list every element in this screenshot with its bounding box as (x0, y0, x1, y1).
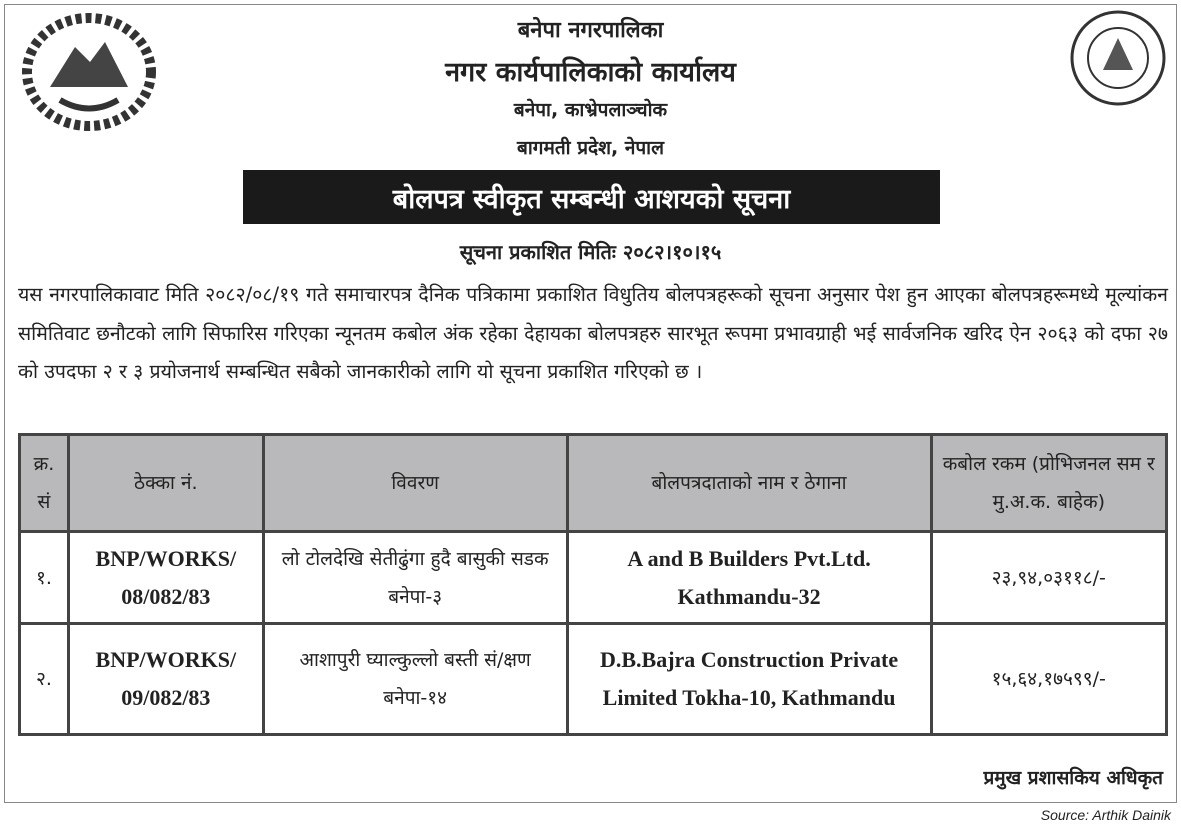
table-header-row (20, 435, 1167, 532)
col-header-bidder: बोलपत्रदाताको नाम र ठेगाना (567, 435, 931, 532)
office-name: नगर कार्यपालिकाको कार्यालय (445, 57, 736, 88)
cell-description: आशापुरी घ्याल्कुल्लो बस्ती सं/क्षण बनेपा-१४ (263, 624, 567, 735)
municipality-name: बनेपा नगरपालिका (517, 18, 664, 43)
province: बागमती प्रदेश, नेपाल (517, 137, 664, 159)
bid-table (18, 433, 1168, 736)
col-header-description: विवरण (263, 435, 567, 532)
notice-title: बोलपत्र स्वीकृत सम्बन्धी आशयको सूचना (243, 170, 940, 224)
cell-contract-no: BNP/WORKS/ 09/082/83 (68, 624, 263, 735)
cell-bidder: A and B Builders Pvt.Ltd. Kathmandu-32 (567, 532, 931, 624)
table-row (20, 532, 1167, 624)
signatory: प्रमुख प्रशासकिय अधिकृत (983, 767, 1163, 789)
cell-bidder: D.B.Bajra Construction Private Limited Tokha-10, Kathmandu (567, 624, 931, 735)
col-header-sn: क्र. सं (20, 435, 69, 532)
cell-amount: २३,९४,०३११८/- (931, 532, 1167, 624)
col-header-amount: कबोल रकम (प्रोभिजनल सम र मु.अ.क. बाहेक) (931, 435, 1167, 532)
source-credit: Source: Arthik Dainik (1040, 807, 1171, 823)
cell-sn: २. (20, 624, 69, 735)
cell-description: लो टोलदेखि सेतीढुंगा हुदै बासुकी सडक बनेपा-३ (263, 532, 567, 624)
published-date: सूचना प्रकाशित मितिः २०८२।१०।१५ (459, 240, 722, 264)
office-address: बनेपा, काभ्रेपलाञ्चोक (513, 99, 668, 121)
notice-body: यस नगरपालिकावाट मिति २०८२/०८/१९ गते समाचारपत्र दैनिक पत्रिकामा प्रकाशित विधुतिय बोलपत्रहरूको सूचना अनुसार पेश हुन आएका बोलपत्रहरूमध्ये मूल्यांकन समितिवाट छनौटको लागि सिफारिस गरिएका न्यूनतम कबोल अंक रहेका देहायका बोलपत्रहरु सारभूत रूपमा प्रभावग्राही भई सार्वजनिक खरिद ऐन २०६३ को दफा २७ को उपदफा २ र ३ प्रयोजनार्थ सम्बन्धित सबैको जानकारीको लागि यो सूचना प्रकाशित गरिएको छ । (18, 283, 1168, 383)
cell-contract-no: BNP/WORKS/ 08/082/83 (68, 532, 263, 624)
table-row (20, 624, 1167, 735)
col-header-contract-no: ठेक्का नं. (68, 435, 263, 532)
cell-amount: १५,६४,१७५९९/- (931, 624, 1167, 735)
cell-sn: १. (20, 532, 69, 624)
